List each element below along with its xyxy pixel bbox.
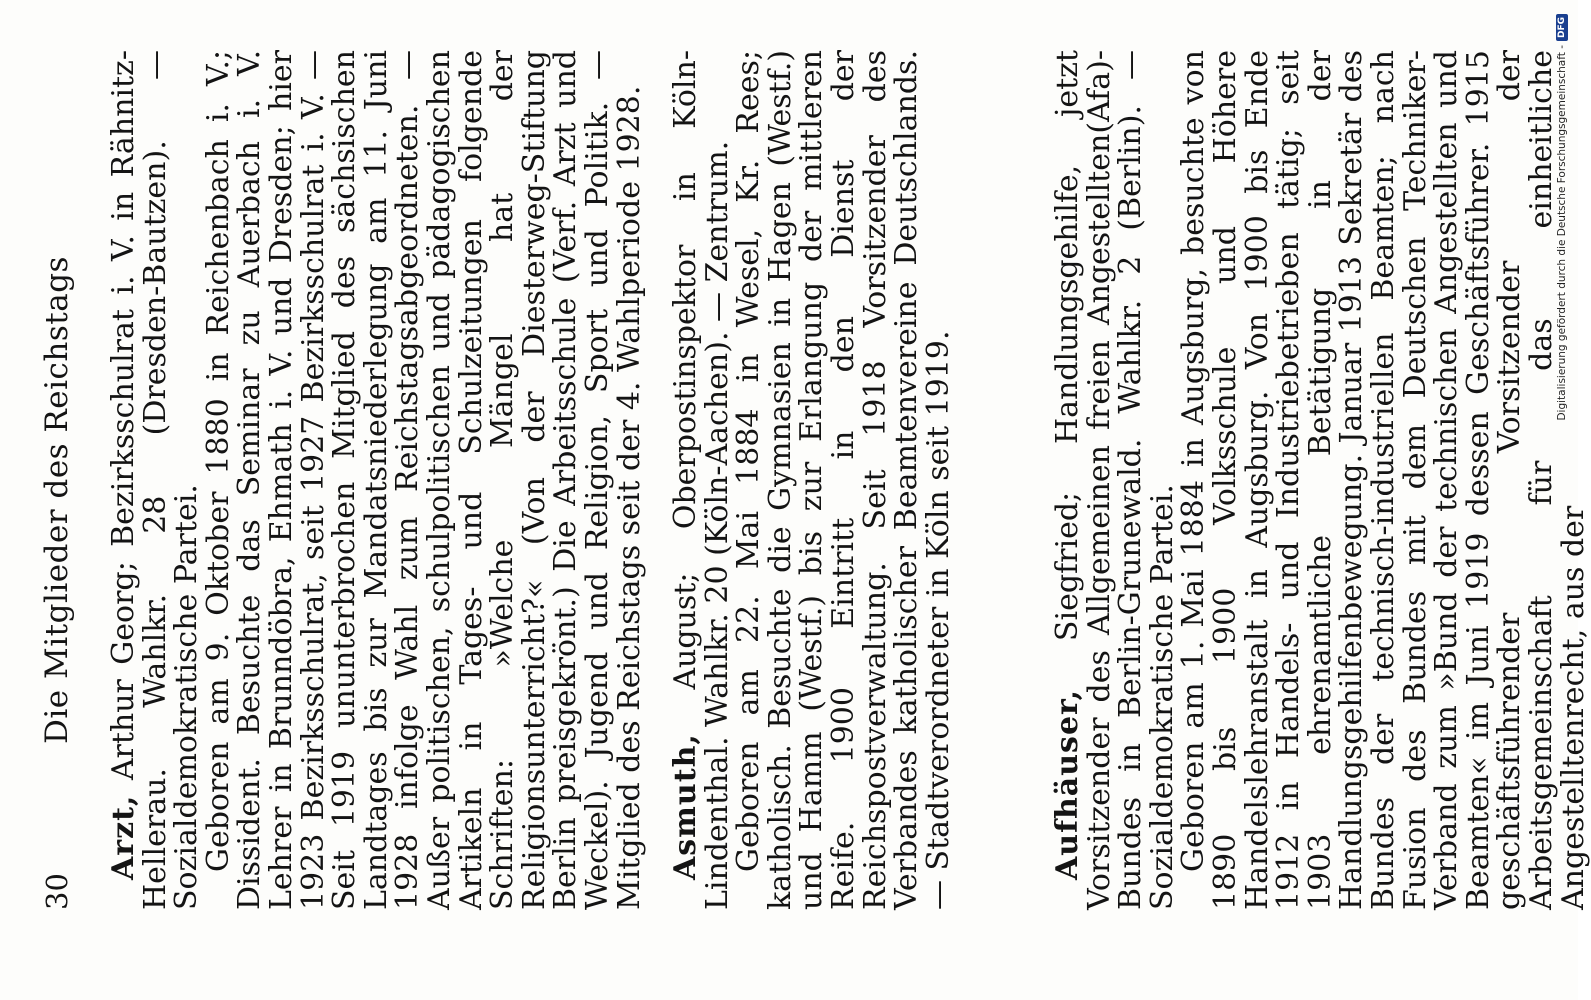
running-title: Die Mitglieder des Reichstags (39, 256, 75, 744)
page-number: 30 (40, 873, 74, 910)
biography-entry-aufhaeuser (1052, 50, 1589, 910)
member-details: Arthur Georg; Bezirksschulrat i. V. in Rähnitz-Hellerau. Wahlkr. 28 (Dresden-Bautzen). — Sozialdemokratische Partei. (106, 50, 205, 910)
member-name: Asmuth, (668, 733, 703, 880)
member-name: Aufhäuser, (1050, 688, 1085, 880)
credit-text: Digitalisierung gefördert durch die Deutsche Forschungsgemeinschaft - (1556, 45, 1568, 421)
entry-intro (1052, 50, 1178, 910)
entry-biography: Geboren am 9. Oktober 1880 in Reichenbach i. V.; Dissident. Besuchte das Seminar zu Auerbach i. V. Lehrer in Brunndöbra, Ehmath i. V. und Dresden; hier 1923 Bezirksschulrat, seit 1927 Bezirksschulrat i. V. — Seit 1919 ununterbrochen Mitglied des sächsischen Landtages bis zur Mandatsniederlegung am 11. Juni 1928 infolge Wahl zum Reichstagsabgeordneten. — Außer politischen, schulpolitischen und pädagogischen Artikeln in Tages- und Schulzeitungen folgende Schriften: »Welche Mängel hat der Religionsunterricht?« (Von der Diesterweg-Stiftung Berlin preisgekrönt.) Die Arbeitsschule (Verf. Arzt und Weckel). Jugend und Religion, Sport und Politik. — Mitglied des Reichstags seit der 4. Wahlperiode 1928. (200, 50, 647, 910)
entry-intro (108, 50, 203, 910)
dfg-logo: DFG (1556, 14, 1568, 41)
entry-intro (670, 50, 733, 910)
member-details: Siegfried; Handlungsgehilfe, jetzt Vorsitzender des Allgemeinen freien Angestellten(Afa)-Bundes in Berlin-Grunewald. Wahlkr. 2 (Berlin). — Sozialdemokratische Partei. (1050, 50, 1180, 910)
biography-entry-asmuth (670, 50, 954, 910)
member-details: August; Oberpostinspektor in Köln-Lindenthal. Wahlkr. 20 (Köln-Aachen). — Zentrum. (668, 50, 735, 910)
entry-biography: Geboren am 22. Mai 1884 in Wesel, Kr. Rees; katholisch. Besuchte die Gymnasien in Hagen (Westf.) und Hamm (Westf.) bis zur Erlangung der mittleren Reife. 1900 Eintritt in den Dienst der Reichspostverwaltung. Seit 1918 Vorsitzender des Verbandes katholischer Beamtenvereine Deutschlands. — Stadtverordneter in Köln seit 1919. (731, 50, 956, 910)
page-header (39, 0, 82, 1000)
member-name: Arzt, (106, 794, 141, 880)
digitization-credit (1551, 0, 1573, 1000)
biography-entry-arzt (108, 50, 645, 910)
entry-biography: Geboren am 1. Mai 1884 in Augsburg, besuchte von 1890 bis 1900 Volksschule und Höhere Handelslehranstalt in Augsburg. Von 1900 bis Ende 1912 in Handels- und Industriebetrieben tätig; seit 1903 ehrenamtliche Betätigung in der Handlungsgehilfenbewegung. Januar 1913 Sekretär des Bundes der technisch-industriellen Beamten; nach Fusion des Bundes mit dem Deutschen Techniker-Verband zum »Bund der technischen Angestellten und Beamten« im Juni 1919 dessen Geschäftsführer. 1915 geschäftsführender Vorsitzender der Arbeitsgemeinschaft für das einheitliche Angestelltenrecht, aus der (1176, 50, 1591, 910)
